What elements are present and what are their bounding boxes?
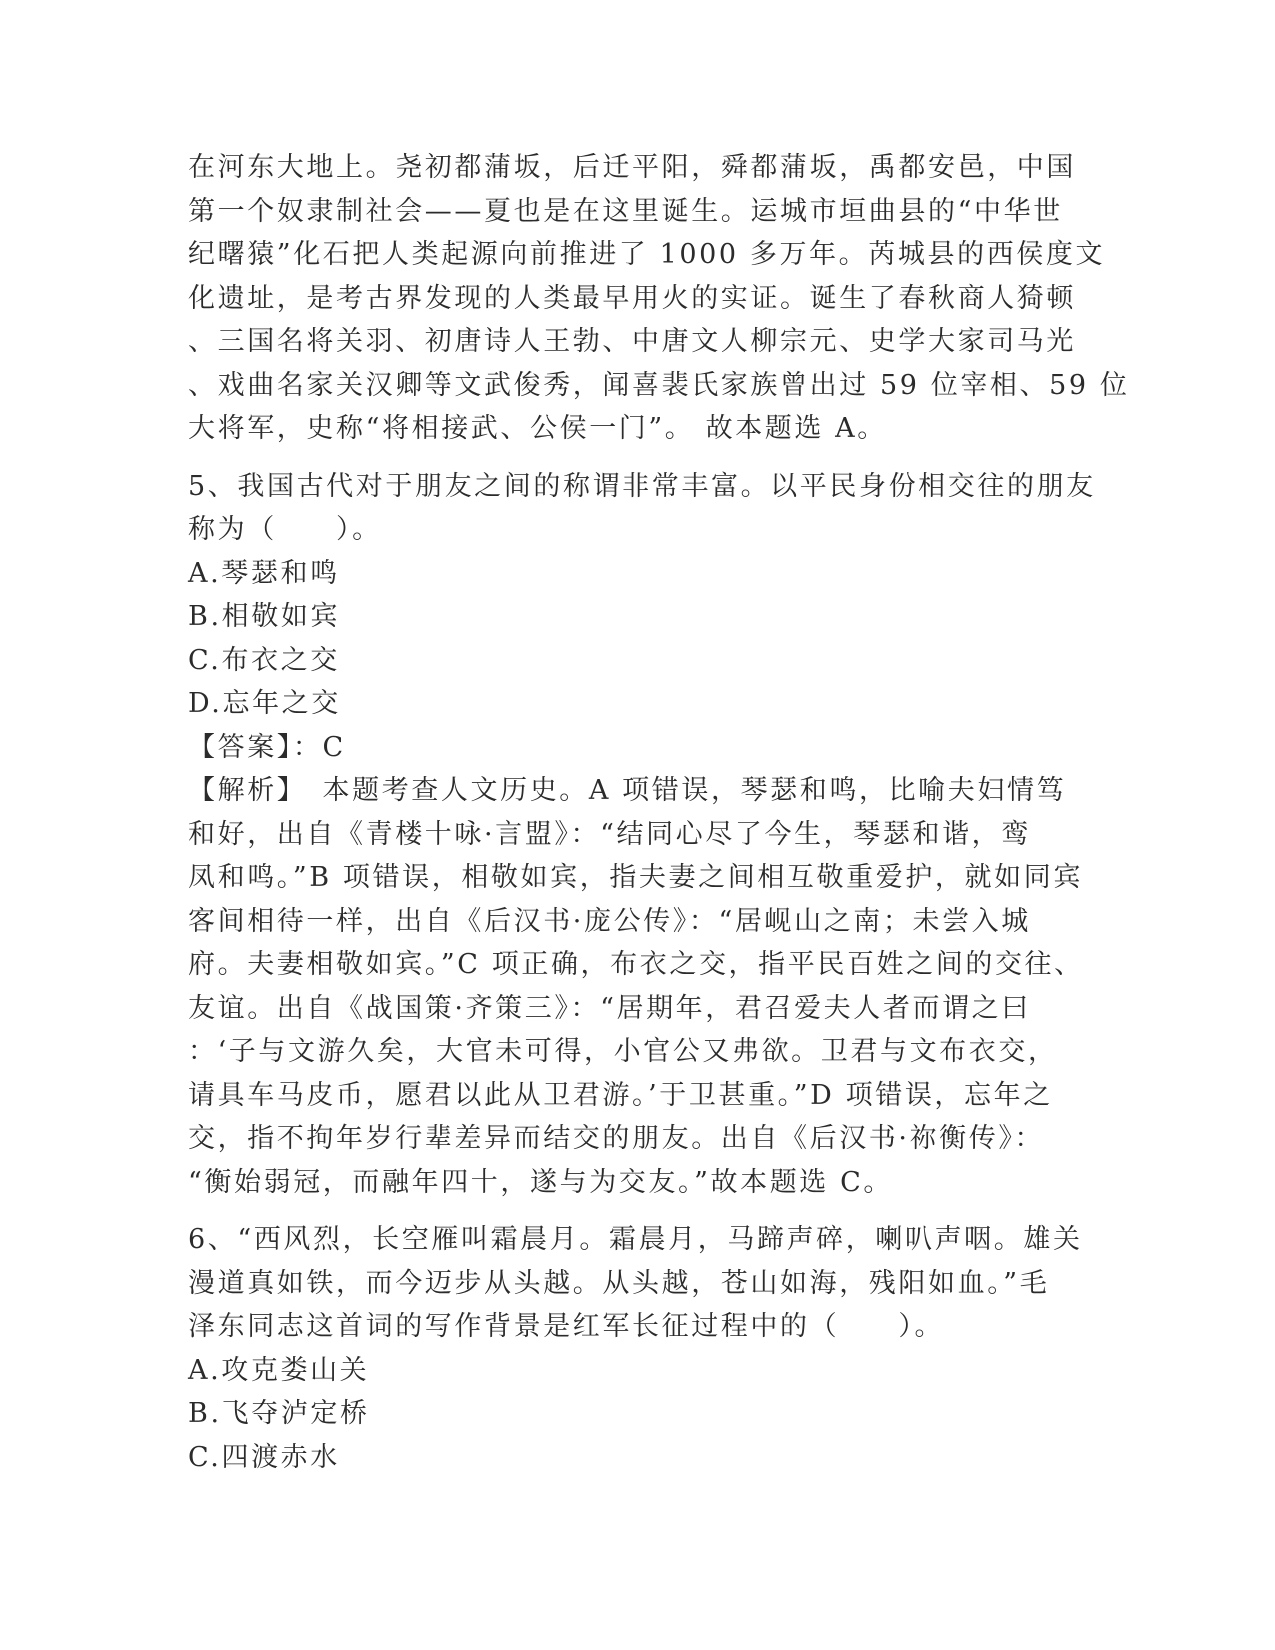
- continuation-line: 纪曙猿”化石把人类起源向前推进了 1000 多万年。芮城县的西侯度文: [188, 239, 1106, 270]
- continuation-line: 、三国名将关羽、初唐诗人王勃、中唐文人柳宗元、史学大家司马光: [188, 326, 1076, 357]
- spacer: [188, 1204, 1088, 1218]
- previous-answer-continuation: [188, 146, 1130, 451]
- analysis-line: 友谊。出自《战国策·齐策三》：“居期年，君召爱夫人者而谓之曰: [188, 992, 1031, 1024]
- document-page: [188, 146, 1130, 1479]
- question-stem-line: 6、“西风烈，长空雁叫霜晨月。霜晨月，马蹄声碎，喇叭声咽。雄关: [188, 1224, 1083, 1255]
- option-c: C.布衣之交: [188, 644, 340, 676]
- option-a: A.攻克娄山关: [188, 1354, 370, 1386]
- continuation-line: 化遗址，是考古界发现的人类最早用火的实证。诞生了春秋商人猗顿: [188, 282, 1076, 314]
- option-b: B.相敬如宾: [188, 601, 341, 632]
- option-b: B.飞夺泸定桥: [188, 1398, 370, 1429]
- analysis-line: 客间相待一样，出自《后汉书·庞公传》：“居岘山之南；未尝入城: [188, 905, 1031, 937]
- question-stem-line: 泽东同志这首词的写作背景是红军长征过程中的（ ）。: [188, 1311, 945, 1342]
- analysis-line: 【解析】 本题考查人文历史。A 项错误，琴瑟和鸣，比喻夫妇情笃: [188, 775, 1067, 806]
- analysis-line: “衡始弱冠，而融年四十，遂与为交友。”故本题选 C。: [188, 1166, 893, 1198]
- continuation-line: 在河东大地上。尧初都蒲坂，后迁平阳，舜都蒲坂，禹都安邑，中国: [188, 152, 1076, 183]
- question-6: [188, 1218, 1088, 1479]
- analysis-line: 和好，出自《青楼十咏·言盟》：“结同心尽了今生，琴瑟和谐，鸾: [188, 818, 1031, 850]
- option-c: C.四渡赤水: [188, 1441, 340, 1473]
- analysis-line: 交，指不拘年岁行辈差异而结交的朋友。出自《后汉书·祢衡传》：: [188, 1123, 1045, 1154]
- question-5: [188, 465, 1096, 1205]
- continuation-line: 第一个奴隶制社会——夏也是在这里诞生。运城市垣曲县的“中华世: [188, 195, 1063, 227]
- continuation-line: 、戏曲名家关汉卿等文武俊秀，闻喜裴氏家族曾出过 59 位宰相、59 位: [188, 369, 1130, 401]
- question-stem-line: 称为（ ）。: [188, 514, 382, 545]
- question-stem-line: 5、我国古代对于朋友之间的称谓非常丰富。以平民身份相交往的朋友: [188, 470, 1096, 502]
- option-a: A.琴瑟和鸣: [188, 557, 340, 589]
- option-d: D.忘年之交: [188, 688, 341, 719]
- spacer: [188, 451, 1088, 465]
- analysis-line: 凤和鸣。”B 项错误，相敬如宾，指夫妻之间相互敬重爱护，就如同宾: [188, 862, 1083, 893]
- question-stem-line: 漫道真如铁，而今迈步从头越。从头越，苍山如海，残阳如血。”毛: [188, 1267, 1050, 1299]
- analysis-line: ：‘子与文游久矣，大官未可得，小官公又弗欲。卫君与文布衣交，: [188, 1036, 1058, 1067]
- analysis-line: 府。夫妻相敬如宾。”C 项正确，布衣之交，指平民百姓之间的交往、: [188, 949, 1084, 980]
- analysis-line: 请具车马皮币，愿君以此从卫君游。’于卫甚重。”D 项错误，忘年之: [188, 1079, 1053, 1111]
- continuation-line: 大将军，史称“将相接武、公侯一门”。 故本题选 A。: [188, 413, 887, 444]
- answer-line: 【答案】：C: [188, 731, 346, 763]
